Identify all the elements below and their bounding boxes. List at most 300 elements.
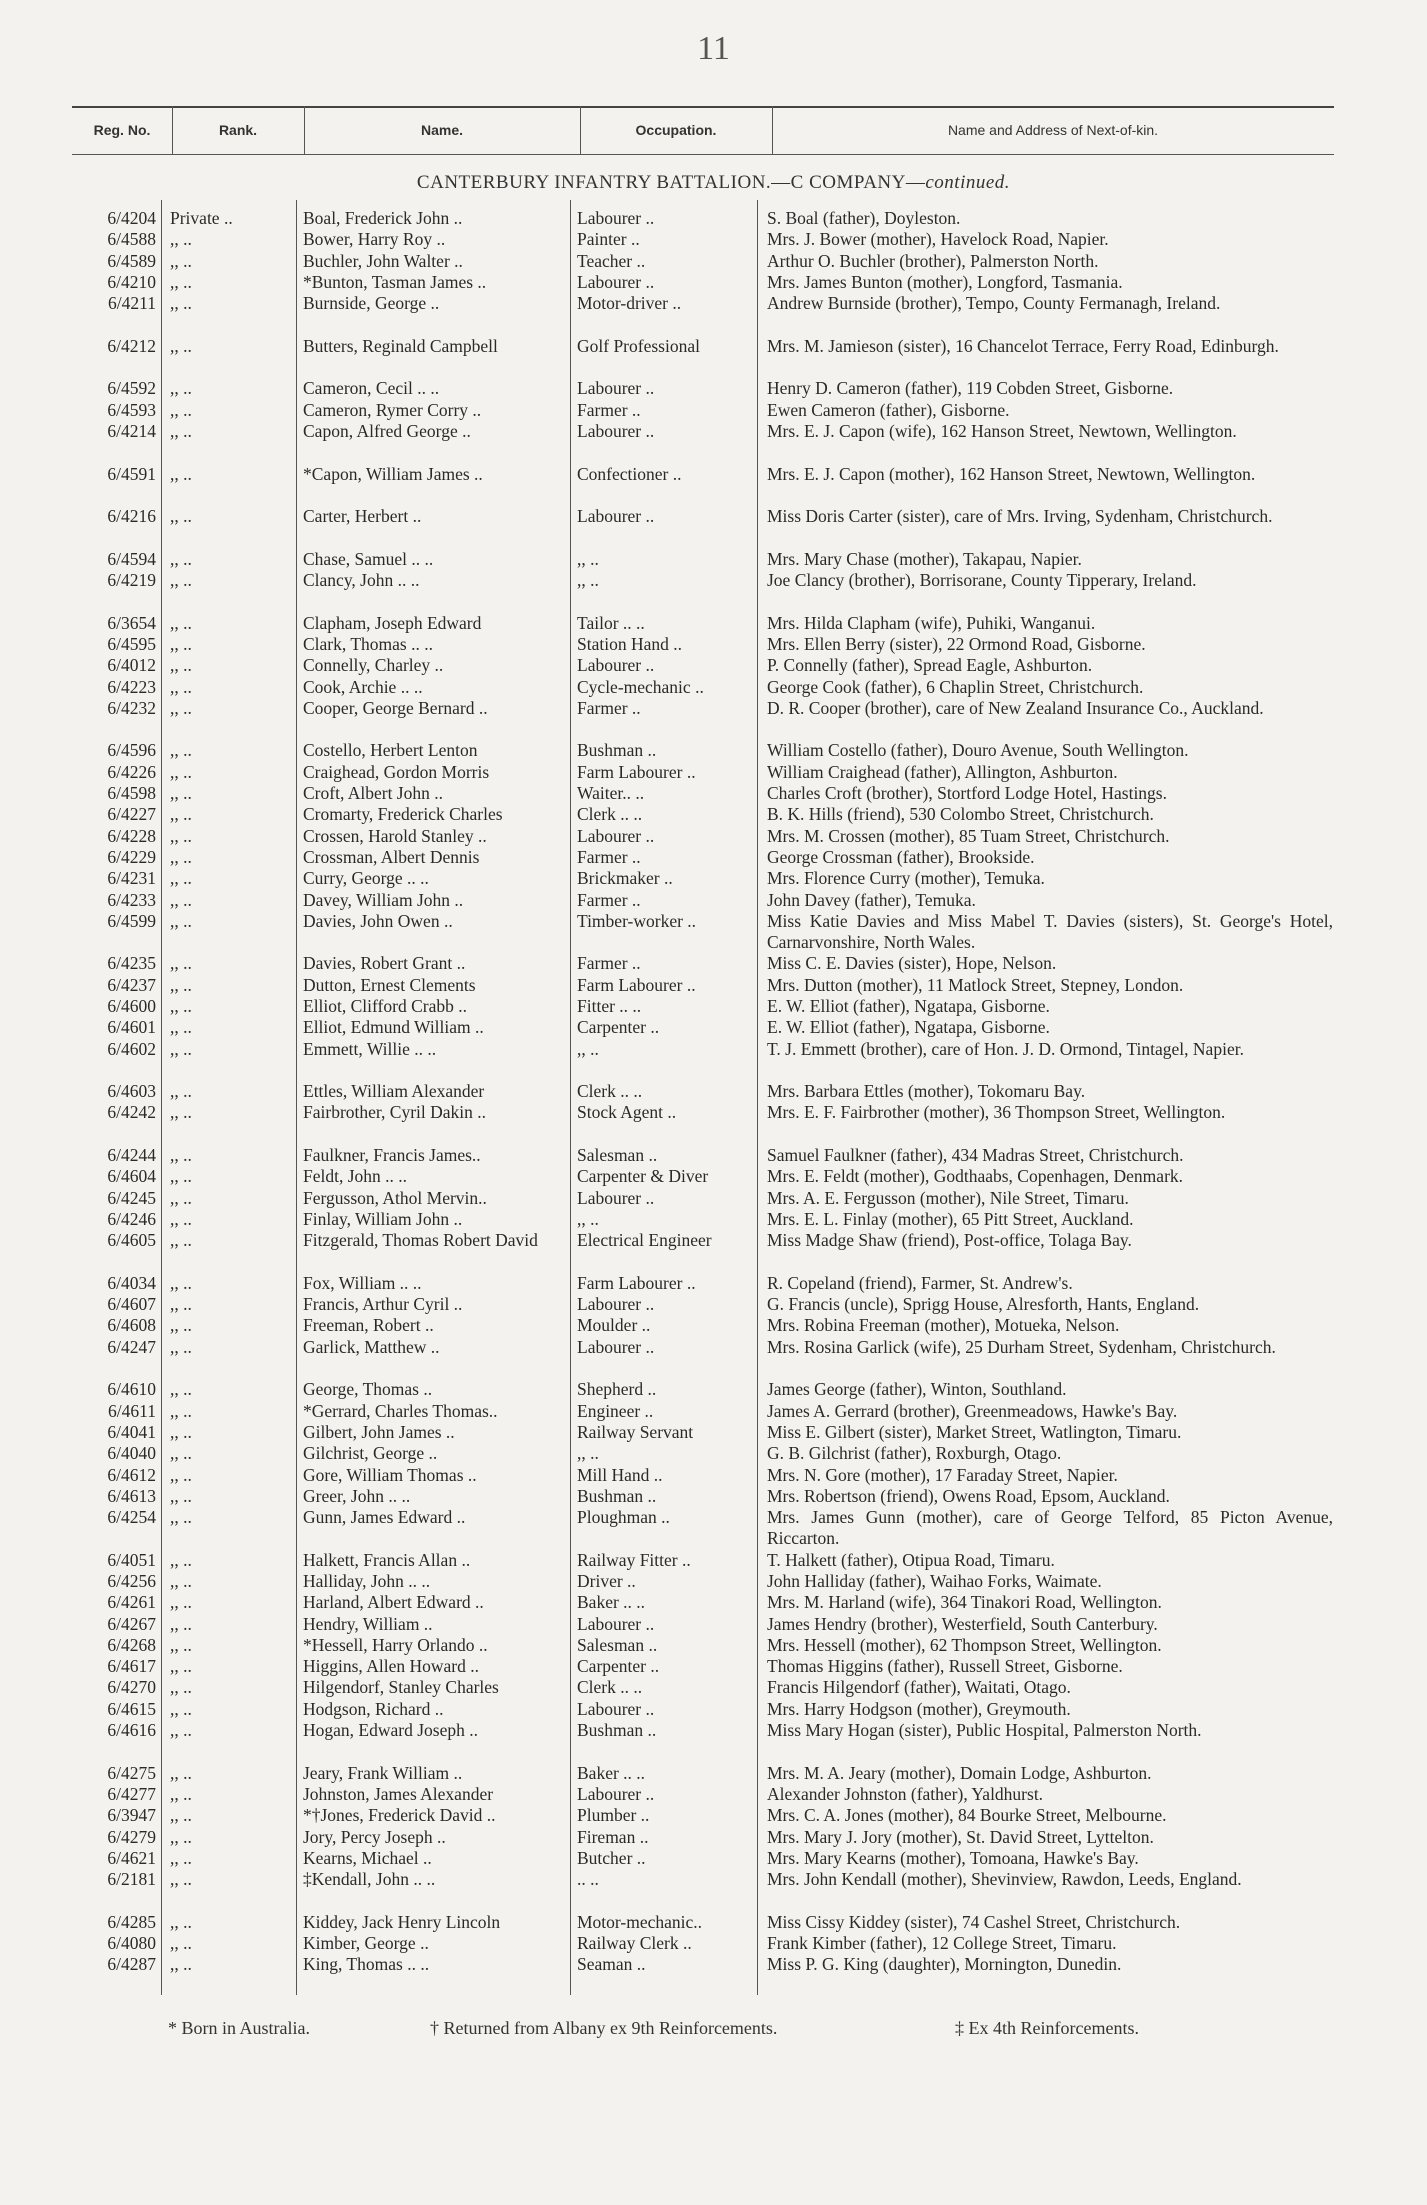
page-number: 11 <box>697 30 730 67</box>
rank-cell: ,, .. <box>170 1145 192 1166</box>
occupation-cell: Farmer .. <box>577 846 641 867</box>
reg-no-cell: 6/4279 <box>107 1826 156 1847</box>
reg-no-cell: 6/4599 <box>107 910 156 931</box>
rank-cell: ,, .. <box>170 1485 192 1506</box>
reg-no-cell: 6/4226 <box>107 761 156 782</box>
next-of-kin-cell: Mrs. N. Gore (mother), 17 Faraday Street, Napier. <box>767 1464 1118 1485</box>
next-of-kin-cell: Mrs. James Bunton (mother), Longford, Tasmania. <box>767 271 1123 292</box>
occupation-cell: Station Hand .. <box>577 633 682 654</box>
table-row <box>0 421 1427 464</box>
next-of-kin-cell: P. Connelly (father), Spread Eagle, Ashburton. <box>767 655 1093 676</box>
table-row <box>0 655 1427 676</box>
occupation-cell: Motor-mechanic.. <box>577 1911 703 1932</box>
table-row <box>0 549 1427 570</box>
name-cell: Dutton, Ernest Clements <box>303 974 476 995</box>
occupation-cell: Clerk .. .. <box>577 1677 643 1698</box>
next-of-kin-cell: Ewen Cameron (father), Gisborne. <box>767 399 1010 420</box>
header-divider <box>304 106 305 154</box>
name-cell: *†Jones, Frederick David .. <box>303 1805 496 1826</box>
next-of-kin-cell: Miss P. G. King (daughter), Mornington, Dunedin. <box>767 1954 1122 1975</box>
next-of-kin-cell: Mrs. C. A. Jones (mother), 84 Bourke Street, Melbourne. <box>767 1805 1167 1826</box>
next-of-kin-cell: Miss Cissy Kiddey (sister), 74 Cashel Street, Christchurch. <box>767 1911 1181 1932</box>
occupation-cell: Fitter .. .. <box>577 995 642 1016</box>
table-row <box>0 1848 1427 1869</box>
name-cell: Butters, Reginald Campbell <box>303 335 498 356</box>
occupation-cell: Golf Professional <box>577 335 700 356</box>
occupation-cell: Moulder .. <box>577 1315 651 1336</box>
rank-cell: ,, .. <box>170 1230 192 1251</box>
occupation-cell: Waiter.. .. <box>577 783 645 804</box>
occupation-cell: Ploughman .. <box>577 1507 670 1528</box>
reg-no-cell: 6/4610 <box>107 1379 156 1400</box>
reg-no-cell: 6/4603 <box>107 1081 156 1102</box>
next-of-kin-cell: Alexander Johnston (father), Yaldhurst. <box>767 1783 1044 1804</box>
occupation-cell: .. .. <box>577 1869 599 1890</box>
next-of-kin-cell: Charles Croft (brother), Stortford Lodge Hotel, Hastings. <box>767 783 1167 804</box>
name-cell: Hodgson, Richard .. <box>303 1698 444 1719</box>
rank-cell: ,, .. <box>170 250 192 271</box>
table-row <box>0 1081 1427 1102</box>
occupation-cell: Confectioner .. <box>577 463 682 484</box>
table-row <box>0 1273 1427 1294</box>
name-cell: Francis, Arthur Cyril .. <box>303 1294 463 1315</box>
occupation-cell: Teacher .. <box>577 250 646 271</box>
name-cell: Elliot, Edmund William .. <box>303 1017 484 1038</box>
occupation-cell: Salesman .. <box>577 1145 658 1166</box>
next-of-kin-cell: Mrs. Harry Hodgson (mother), Greymouth. <box>767 1698 1071 1719</box>
rank-cell: ,, .. <box>170 1805 192 1826</box>
reg-no-cell: 6/4229 <box>107 846 156 867</box>
name-cell: Kiddey, Jack Henry Lincoln <box>303 1911 501 1932</box>
reg-no-cell: 6/4232 <box>107 697 156 718</box>
name-cell: Cook, Archie .. .. <box>303 676 423 697</box>
occupation-cell: Engineer .. <box>577 1400 654 1421</box>
rank-cell: ,, .. <box>170 335 192 356</box>
rank-cell: ,, .. <box>170 846 192 867</box>
table-row <box>0 677 1427 698</box>
rank-cell: ,, .. <box>170 612 192 633</box>
occupation-cell: Labourer .. <box>577 208 655 228</box>
table-row <box>0 1486 1427 1507</box>
name-cell: Capon, Alfred George .. <box>303 420 471 441</box>
name-cell: Fitzgerald, Thomas Robert David <box>303 1230 538 1251</box>
occupation-cell: Bushman .. <box>577 1720 657 1741</box>
rank-cell: ,, .. <box>170 825 192 846</box>
rank-cell: ,, .. <box>170 953 192 974</box>
next-of-kin-cell: William Craighead (father), Allington, Ashburton. <box>767 761 1118 782</box>
occupation-cell: Motor-driver .. <box>577 293 682 314</box>
name-cell: Hilgendorf, Stanley Charles <box>303 1677 499 1698</box>
table-row <box>0 1017 1427 1038</box>
table-row <box>0 1145 1427 1166</box>
reg-no-cell: 6/4270 <box>107 1677 156 1698</box>
name-cell: ‡Kendall, John .. .. <box>303 1869 436 1890</box>
next-of-kin-cell: R. Copeland (friend), Farmer, St. Andrew's. <box>767 1272 1073 1293</box>
table-row <box>0 1656 1427 1677</box>
reg-no-cell: 6/4598 <box>107 783 156 804</box>
occupation-cell: Carpenter .. <box>577 1017 660 1038</box>
reg-no-cell: 6/4607 <box>107 1294 156 1315</box>
header-divider <box>172 106 173 154</box>
occupation-cell: Farm Labourer .. <box>577 974 696 995</box>
table-row <box>0 613 1427 634</box>
next-of-kin-cell: Francis Hilgendorf (father), Waitati, Otago. <box>767 1677 1071 1698</box>
name-cell: Clancy, John .. .. <box>303 570 420 591</box>
occupation-cell: Farmer .. <box>577 399 641 420</box>
next-of-kin-cell: Mrs. Dutton (mother), 11 Matlock Street, Stepney, London. <box>767 974 1184 995</box>
table-row <box>0 890 1427 911</box>
table-row <box>0 847 1427 868</box>
reg-no-cell: 6/4277 <box>107 1783 156 1804</box>
table-row <box>0 996 1427 1017</box>
occupation-cell: Farmer .. <box>577 889 641 910</box>
reg-no-cell: 6/4615 <box>107 1698 156 1719</box>
name-cell: Davies, John Owen .. <box>303 910 453 931</box>
occupation-cell: Clerk .. .. <box>577 804 643 825</box>
rank-cell: ,, .. <box>170 570 192 591</box>
occupation-cell: Railway Servant <box>577 1421 694 1442</box>
rank-cell: ,, .. <box>170 1507 192 1528</box>
next-of-kin-cell: Mrs. M. Crossen (mother), 85 Tuam Street, Christchurch. <box>767 825 1170 846</box>
rank-cell: ,, .. <box>170 655 192 676</box>
next-of-kin-cell: E. W. Elliot (father), Ngatapa, Gisborne. <box>767 995 1050 1016</box>
name-cell: Clark, Thomas .. .. <box>303 633 433 654</box>
table-row <box>0 975 1427 996</box>
next-of-kin-cell: Frank Kimber (father), 12 College Street, Timaru. <box>767 1933 1117 1954</box>
reg-no-cell: 6/4594 <box>107 548 156 569</box>
name-cell: Costello, Herbert Lenton <box>303 740 478 761</box>
name-cell: Davey, William John .. <box>303 889 464 910</box>
table-row <box>0 1571 1427 1592</box>
occupation-cell: Labourer .. <box>577 1783 655 1804</box>
table-row <box>0 1869 1427 1912</box>
name-cell: Cooper, George Bernard .. <box>303 697 488 718</box>
occupation-cell: Fireman .. <box>577 1826 649 1847</box>
table-row <box>0 1784 1427 1805</box>
next-of-kin-cell: Mrs. James Gunn (mother), care of George Telford, 85 Picton Avenue, Riccarton. <box>767 1507 1333 1549</box>
occupation-cell: Labourer .. <box>577 271 655 292</box>
name-cell: Connelly, Charley .. <box>303 655 444 676</box>
rank-cell: ,, .. <box>170 1464 192 1485</box>
rank-cell: ,, .. <box>170 420 192 441</box>
occupation-cell: Labourer .. <box>577 506 655 527</box>
table-row <box>0 1933 1427 1954</box>
name-cell: Carter, Herbert .. <box>303 506 422 527</box>
next-of-kin-cell: B. K. Hills (friend), 530 Colombo Street, Christchurch. <box>767 804 1154 825</box>
name-cell: Emmett, Willie .. .. <box>303 1038 437 1059</box>
name-cell: Halliday, John .. .. <box>303 1571 431 1591</box>
name-cell: Gilbert, John James .. <box>303 1421 455 1442</box>
table-row <box>0 1550 1427 1571</box>
occupation-cell: Labourer .. <box>577 1698 655 1719</box>
reg-no-cell: 6/4605 <box>107 1230 156 1251</box>
occupation-cell: Railway Fitter .. <box>577 1549 691 1570</box>
rank-cell: ,, .. <box>170 1826 192 1847</box>
table-row <box>0 272 1427 293</box>
next-of-kin-cell: Mrs. E. L. Finlay (mother), 65 Pitt Street, Auckland. <box>767 1208 1134 1229</box>
reg-no-cell: 6/4080 <box>107 1933 156 1954</box>
next-of-kin-cell: Mrs. Ellen Berry (sister), 22 Ormond Road, Gisborne. <box>767 633 1146 654</box>
next-of-kin-cell: Mrs. E. J. Capon (wife), 162 Hanson Street, Newtown, Wellington. <box>767 420 1237 441</box>
next-of-kin-cell: William Costello (father), Douro Avenue, South Wellington. <box>767 740 1189 761</box>
next-of-kin-cell: Miss C. E. Davies (sister), Hope, Nelson. <box>767 953 1057 974</box>
next-of-kin-cell: Mrs. A. E. Fergusson (mother), Nile Street, Timaru. <box>767 1187 1129 1208</box>
table-row <box>0 1443 1427 1464</box>
table-row <box>0 1102 1427 1145</box>
table-row <box>0 1294 1427 1315</box>
occupation-cell: Farmer .. <box>577 697 641 718</box>
next-of-kin-cell: Mrs. J. Bower (mother), Havelock Road, Napier. <box>767 229 1109 250</box>
reg-no-cell: 6/4616 <box>107 1720 156 1741</box>
next-of-kin-cell: Mrs. M. Jamieson (sister), 16 Chancelot Terrace, Ferry Road, Edinburgh. <box>767 335 1279 356</box>
name-cell: Clapham, Joseph Edward <box>303 612 482 633</box>
table-row <box>0 1912 1427 1933</box>
next-of-kin-cell: Mrs. Rosina Garlick (wife), 25 Durham Street, Sydenham, Christchurch. <box>767 1336 1276 1357</box>
reg-no-cell: 6/4204 <box>107 208 156 228</box>
table-row <box>0 1337 1427 1380</box>
name-cell: Fairbrother, Cyril Dakin .. <box>303 1102 487 1123</box>
reg-no-cell: 6/4219 <box>107 570 156 591</box>
header-divider <box>580 106 581 154</box>
rank-cell: ,, .. <box>170 676 192 697</box>
reg-no-cell: 6/4592 <box>107 378 156 399</box>
reg-no-cell: 6/4244 <box>107 1145 156 1166</box>
next-of-kin-cell: Mrs. Hilda Clapham (wife), Puhiki, Wanganui. <box>767 612 1096 633</box>
name-cell: Feldt, John .. .. <box>303 1166 408 1187</box>
table-row <box>0 506 1427 549</box>
occupation-cell: Shepherd .. <box>577 1379 657 1400</box>
reg-no-cell: 6/4247 <box>107 1336 156 1357</box>
table-row <box>0 1805 1427 1826</box>
rank-cell: ,, .. <box>170 1847 192 1868</box>
name-cell: Boal, Frederick John .. <box>303 208 463 228</box>
reg-no-cell: 6/4593 <box>107 399 156 420</box>
occupation-cell: Labourer .. <box>577 1613 655 1634</box>
reg-no-cell: 6/4034 <box>107 1272 156 1293</box>
reg-no-cell: 6/3654 <box>107 612 156 633</box>
col-head-next-of-kin: Name and Address of Next-of-kin. <box>947 122 1159 138</box>
reg-no-cell: 6/4227 <box>107 804 156 825</box>
next-of-kin-cell: Mrs. Mary Kearns (mother), Tomoana, Hawke's Bay. <box>767 1847 1139 1868</box>
table-row <box>0 1635 1427 1656</box>
reg-no-cell: 6/4210 <box>107 271 156 292</box>
name-cell: Burnside, George .. <box>303 293 440 314</box>
rank-cell: ,, .. <box>170 1400 192 1421</box>
rank-cell: ,, .. <box>170 1549 192 1570</box>
next-of-kin-cell: G. Francis (uncle), Sprigg House, Alresforth, Hants, England. <box>767 1294 1200 1315</box>
rank-cell: ,, .. <box>170 506 192 527</box>
reg-no-cell: 6/4608 <box>107 1315 156 1336</box>
name-cell: Jory, Percy Joseph .. <box>303 1826 446 1847</box>
table-row <box>0 1507 1427 1550</box>
name-cell: Ettles, William Alexander <box>303 1081 485 1102</box>
name-cell: Cameron, Cecil .. .. <box>303 378 440 399</box>
name-cell: Garlick, Matthew .. <box>303 1336 440 1357</box>
occupation-cell: Stock Agent .. <box>577 1102 677 1123</box>
name-cell: Gunn, James Edward .. <box>303 1507 466 1528</box>
table-row <box>0 804 1427 825</box>
table-row <box>0 378 1427 399</box>
next-of-kin-cell: Arthur O. Buchler (brother), Palmerston North. <box>767 250 1099 271</box>
reg-no-cell: 6/4212 <box>107 335 156 356</box>
rank-cell: ,, .. <box>170 229 192 250</box>
reg-no-cell: 6/4235 <box>107 953 156 974</box>
next-of-kin-cell: Mrs. Robina Freeman (mother), Motueka, Nelson. <box>767 1315 1120 1336</box>
rank-cell: ,, .. <box>170 804 192 825</box>
occupation-cell: Carpenter & Diver <box>577 1166 709 1187</box>
rank-cell: ,, .. <box>170 1698 192 1719</box>
occupation-cell: Painter .. <box>577 229 640 250</box>
table-row <box>0 464 1427 507</box>
name-cell: *Bunton, Tasman James .. <box>303 271 487 292</box>
rank-cell: ,, .. <box>170 633 192 654</box>
rank-cell: ,, .. <box>170 1208 192 1229</box>
reg-no-cell: 6/4041 <box>107 1421 156 1442</box>
reg-no-cell: 6/4612 <box>107 1464 156 1485</box>
rank-cell: ,, .. <box>170 1613 192 1634</box>
name-cell: Craighead, Gordon Morris <box>303 761 490 782</box>
rank-cell: ,, .. <box>170 463 192 484</box>
next-of-kin-cell: John Davey (father), Temuka. <box>767 889 976 910</box>
rank-cell: ,, .. <box>170 1017 192 1038</box>
occupation-cell: Farmer .. <box>577 953 641 974</box>
table-row <box>0 1422 1427 1443</box>
rank-cell: Private .. <box>170 208 233 228</box>
next-of-kin-cell: Mrs. Hessell (mother), 62 Thompson Street, Wellington. <box>767 1634 1162 1655</box>
next-of-kin-cell: George Cook (father), 6 Chaplin Street, Christchurch. <box>767 676 1144 697</box>
header-bottom-rule <box>72 154 1334 155</box>
rank-cell: ,, .. <box>170 1634 192 1655</box>
reg-no-cell: 6/4588 <box>107 229 156 250</box>
next-of-kin-cell: Miss Doris Carter (sister), care of Mrs. Irving, Sydenham, Christchurch. <box>767 506 1273 527</box>
table-row <box>0 1188 1427 1209</box>
table-row <box>0 293 1427 336</box>
reg-no-cell: 6/4611 <box>108 1400 156 1421</box>
rank-cell: ,, .. <box>170 1783 192 1804</box>
reg-no-cell: 6/2181 <box>107 1869 156 1890</box>
occupation-cell: Driver .. <box>577 1571 636 1591</box>
rank-cell: ,, .. <box>170 1038 192 1059</box>
reg-no-cell: 6/3947 <box>107 1805 156 1826</box>
reg-no-cell: 6/4211 <box>108 293 156 314</box>
table-row <box>0 1230 1427 1273</box>
occupation-cell: ,, .. <box>577 1208 599 1229</box>
table-row <box>0 740 1427 761</box>
occupation-cell: Plumber .. <box>577 1805 650 1826</box>
rank-cell: ,, .. <box>170 1166 192 1187</box>
next-of-kin-cell: Miss E. Gilbert (sister), Market Street, Watlington, Timaru. <box>767 1421 1182 1442</box>
table-row <box>0 400 1427 421</box>
table-row <box>0 634 1427 655</box>
rank-cell: ,, .. <box>170 1315 192 1336</box>
occupation-cell: Railway Clerk .. <box>577 1933 692 1954</box>
table-row <box>0 783 1427 804</box>
reg-no-cell: 6/4602 <box>107 1038 156 1059</box>
reg-no-cell: 6/4214 <box>107 420 156 441</box>
reg-no-cell: 6/4287 <box>107 1954 156 1975</box>
occupation-cell: Mill Hand .. <box>577 1464 663 1485</box>
table-row <box>0 1699 1427 1720</box>
name-cell: Davies, Robert Grant .. <box>303 953 466 974</box>
rank-cell: ,, .. <box>170 740 192 761</box>
name-cell: Jeary, Frank William .. <box>303 1762 463 1783</box>
next-of-kin-cell: T. J. Emmett (brother), care of Hon. J. D. Ormond, Tintagel, Napier. <box>767 1038 1244 1059</box>
name-cell: Crossen, Harold Stanley .. <box>303 825 487 846</box>
occupation-cell: ,, .. <box>577 548 599 569</box>
table-row <box>0 1614 1427 1635</box>
next-of-kin-cell: Mrs. Florence Curry (mother), Temuka. <box>767 868 1045 889</box>
table-row <box>0 1763 1427 1784</box>
occupation-cell: Butcher .. <box>577 1847 646 1868</box>
next-of-kin-cell: Mrs. John Kendall (mother), Shevinview, Rawdon, Leeds, England. <box>767 1869 1242 1890</box>
name-cell: Johnston, James Alexander <box>303 1783 494 1804</box>
occupation-cell: Farm Labourer .. <box>577 761 696 782</box>
nominal-roll-table <box>0 208 1427 1976</box>
name-cell: Kimber, George .. <box>303 1933 429 1954</box>
occupation-cell: Clerk .. .. <box>577 1081 643 1102</box>
header-divider <box>772 106 773 154</box>
name-cell: Croft, Albert John .. <box>303 783 443 804</box>
name-cell: Bower, Harry Roy .. <box>303 229 446 250</box>
table-row <box>0 229 1427 250</box>
name-cell: Hendry, William .. <box>303 1613 433 1634</box>
rank-cell: ,, .. <box>170 293 192 314</box>
rank-cell: ,, .. <box>170 271 192 292</box>
occupation-cell: Salesman .. <box>577 1634 658 1655</box>
next-of-kin-cell: Miss Katie Davies and Miss Mabel T. Davies (sisters), St. George's Hotel, Carnarvonshire, North Wales. <box>767 910 1333 953</box>
reg-no-cell: 6/4223 <box>107 676 156 697</box>
occupation-cell: Carpenter .. <box>577 1656 660 1677</box>
reg-no-cell: 6/4591 <box>107 463 156 484</box>
footnote-born-australia: * Born in Australia. <box>168 2018 310 2038</box>
occupation-cell: Baker .. .. <box>577 1762 646 1783</box>
next-of-kin-cell: Mrs. Mary J. Jory (mother), St. David Street, Lyttelton. <box>767 1826 1154 1847</box>
next-of-kin-cell: T. Halkett (father), Otipua Road, Timaru. <box>767 1549 1055 1570</box>
rank-cell: ,, .. <box>170 761 192 782</box>
next-of-kin-cell: Henry D. Cameron (father), 119 Cobden Street, Gisborne. <box>767 378 1174 399</box>
next-of-kin-cell: James A. Gerrard (brother), Greenmeadows, Hawke's Bay. <box>767 1400 1178 1421</box>
occupation-cell: Labourer .. <box>577 420 655 441</box>
rank-cell: ,, .. <box>170 868 192 889</box>
reg-no-cell: 6/4589 <box>107 250 156 271</box>
reg-no-cell: 6/4617 <box>107 1656 156 1677</box>
name-cell: Finlay, William John .. <box>303 1208 463 1229</box>
rank-cell: ,, .. <box>170 995 192 1016</box>
name-cell: Fergusson, Athol Mervin.. <box>303 1187 487 1208</box>
reg-no-cell: 6/4233 <box>107 889 156 910</box>
occupation-cell: Electrical Engineer <box>577 1230 712 1251</box>
name-cell: Faulkner, Francis James.. <box>303 1145 481 1166</box>
footnote-returned-albany: † Returned from Albany ex 9th Reinforcements. <box>430 2018 778 2038</box>
rank-cell: ,, .. <box>170 1571 192 1591</box>
table-row <box>0 1827 1427 1848</box>
rank-cell: ,, .. <box>170 1762 192 1783</box>
next-of-kin-cell: James Hendry (brother), Westerfield, South Canterbury. <box>767 1613 1158 1634</box>
rank-cell: ,, .. <box>170 548 192 569</box>
rank-cell: ,, .. <box>170 910 192 931</box>
table-row <box>0 336 1427 379</box>
occupation-cell: Bushman .. <box>577 1485 657 1506</box>
table-row <box>0 1720 1427 1763</box>
name-cell: George, Thomas .. <box>303 1379 433 1400</box>
occupation-cell: Brickmaker .. <box>577 868 673 889</box>
next-of-kin-cell: Mrs. Mary Chase (mother), Takapau, Napier. <box>767 548 1082 569</box>
name-cell: Cameron, Rymer Corry .. <box>303 399 482 420</box>
reg-no-cell: 6/4613 <box>107 1485 156 1506</box>
occupation-cell: Labourer .. <box>577 1187 655 1208</box>
name-cell: *Gerrard, Charles Thomas.. <box>303 1400 498 1421</box>
rank-cell: ,, .. <box>170 1720 192 1741</box>
